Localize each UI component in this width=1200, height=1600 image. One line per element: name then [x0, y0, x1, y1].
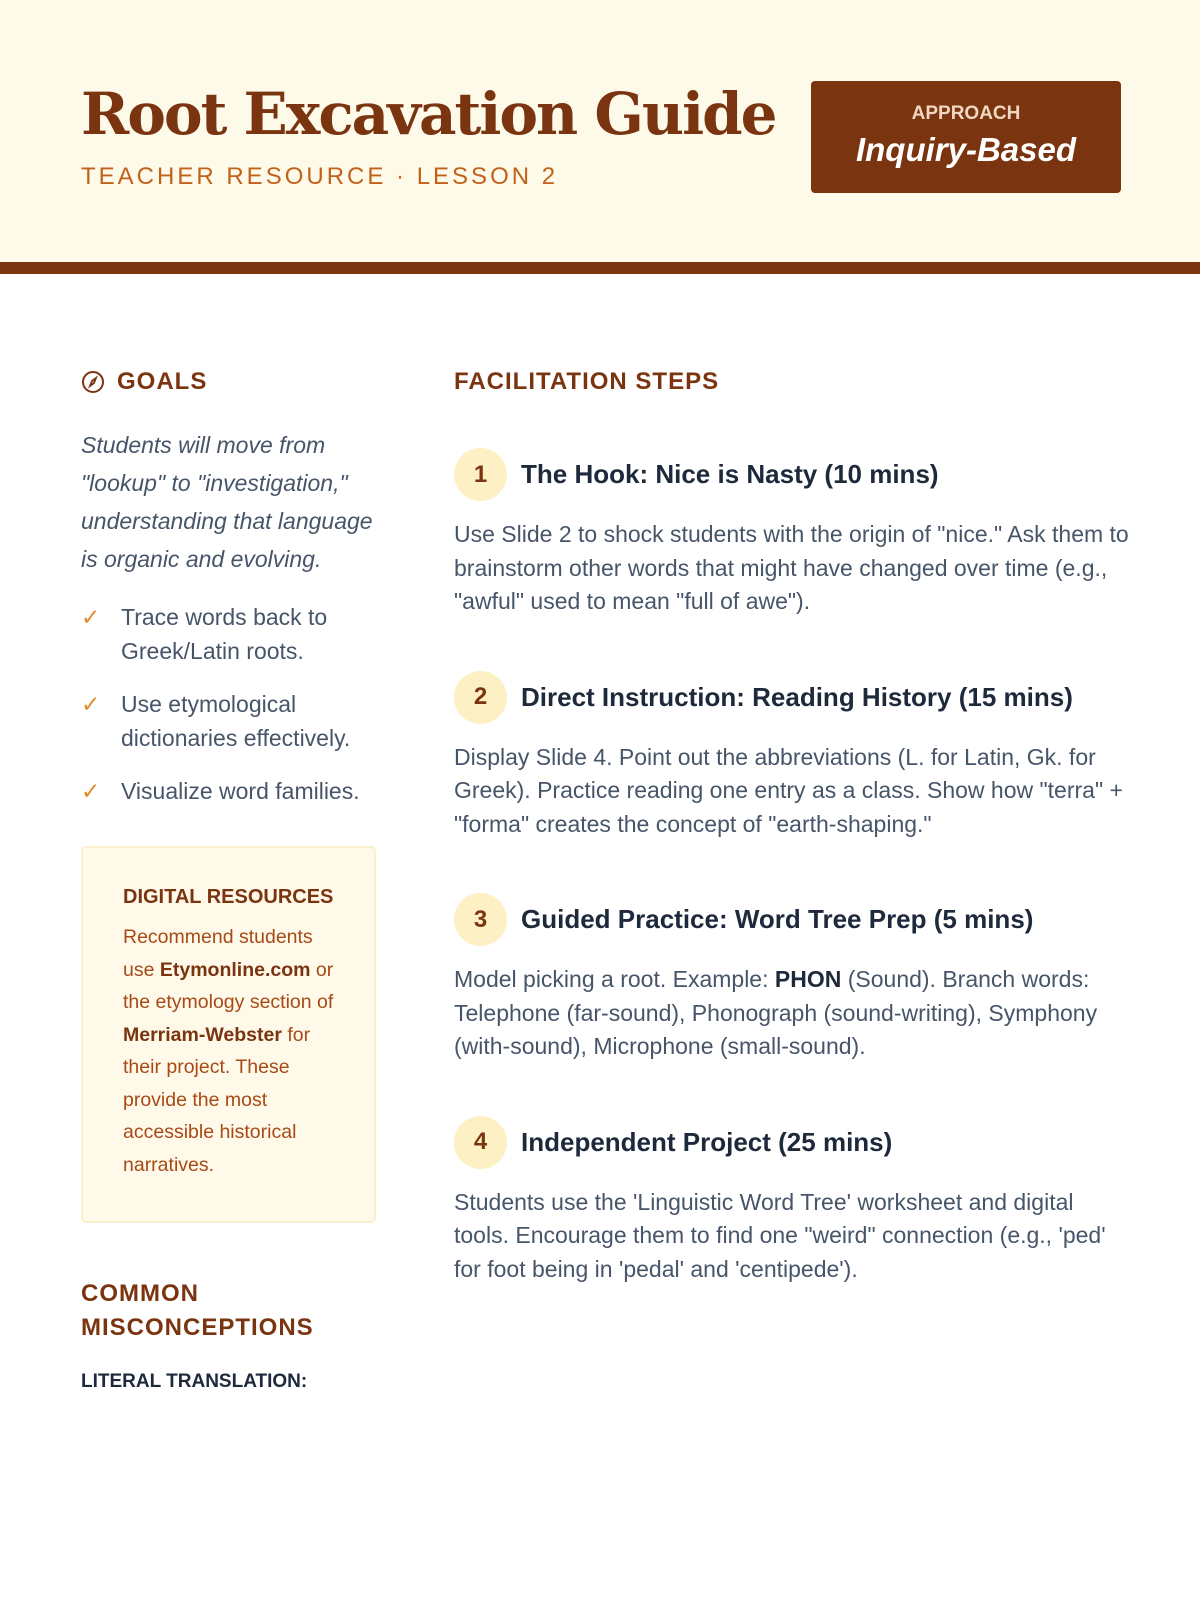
compass-icon [81, 370, 105, 394]
header [0, 0, 1200, 274]
step-description: Students use the 'Linguistic Word Tree' worksheet and digital tools. Encourage them to find one "weird" connection (e.g., 'ped' for foot being in 'pedal' and 'centipede'). [454, 1188, 1106, 1282]
step-number: 3 [454, 893, 507, 946]
step-title: Guided Practice: Word Tree Prep (5 mins) [521, 904, 1034, 934]
step-description: Use Slide 2 to shock students with the origin of "nice." Ask them to brainstorm other words that might have changed over time (e.g., "awful" used to mean "full of awe"). [454, 521, 1129, 614]
root-example: PHON [774, 966, 842, 992]
steps-heading: FACILITATION STEPS [454, 368, 720, 395]
text: for their project. These provide the most accessible historical narratives. [123, 1023, 311, 1176]
step-item [454, 671, 1134, 842]
page-subtitle: TEACHER RESOURCE · LESSON 2 [81, 163, 559, 190]
goals-list [81, 600, 376, 808]
check-icon: ✓ [81, 778, 101, 804]
check-icon: ✓ [81, 691, 101, 717]
page-title: Root Excavation Guide [81, 80, 776, 148]
text: Model picking a root. Example: [454, 966, 775, 992]
text: (Sound). Branch words: Telephone (far-sound), Phonograph (sound-writing), Symphony (with-sound), Microphone (small-sound). [454, 966, 1098, 1059]
resources-heading: DIGITAL RESOURCES [123, 886, 334, 908]
step-description: Display Slide 4. Point out the abbreviations (L. for Latin, Gk. for Greek). Practice reading one entry as a class. Show how "terra" + "forma" creates the concept of "earth-shaping." [454, 743, 1123, 837]
step-number: 1 [454, 448, 507, 501]
check-icon: ✓ [81, 604, 101, 630]
goal-text: Use etymological dictionaries effectively. [121, 691, 351, 751]
step-item [454, 893, 1134, 1064]
step-title: The Hook: Nice is Nasty (10 mins) [521, 459, 939, 489]
step-item [454, 448, 1134, 619]
goal-text: Visualize word families. [121, 778, 360, 804]
approach-badge [811, 81, 1121, 193]
step-description [454, 963, 1134, 1064]
goal-text: Trace words back to Greek/Latin roots. [121, 604, 328, 664]
misconception-label: LITERAL TRANSLATION: [81, 1371, 308, 1392]
step-item [454, 1116, 1134, 1287]
goals-intro: Students will move from "lookup" to "investigation," understanding that language is organic and evolving. [81, 432, 373, 572]
resources-text [123, 921, 334, 1181]
misconceptions-heading: COMMON MISCONCEPTIONS [81, 1280, 314, 1341]
goals-heading-text: GOALS [117, 368, 208, 395]
goal-item [81, 774, 376, 808]
goals-heading [81, 368, 376, 396]
step-title: Direct Instruction: Reading History (15 mins) [521, 681, 1073, 712]
goal-item [81, 687, 376, 755]
text: or the etymology section of [123, 958, 334, 1013]
digital-resources-box [81, 846, 376, 1223]
step-number: 4 [454, 1116, 507, 1169]
approach-label: APPROACH [911, 103, 1021, 124]
step-number: 2 [454, 671, 507, 724]
step-title: Independent Project (25 mins) [521, 1126, 893, 1157]
sidebar [81, 368, 376, 1393]
facilitation-steps [454, 368, 1134, 1286]
goal-item [81, 600, 376, 668]
merriam-webster-name: Merriam-Webster [123, 1023, 282, 1046]
approach-value: Inquiry-Based [855, 131, 1077, 168]
text: Recommend students use [123, 926, 313, 981]
etymonline-name: Etymonline.com [159, 958, 311, 981]
